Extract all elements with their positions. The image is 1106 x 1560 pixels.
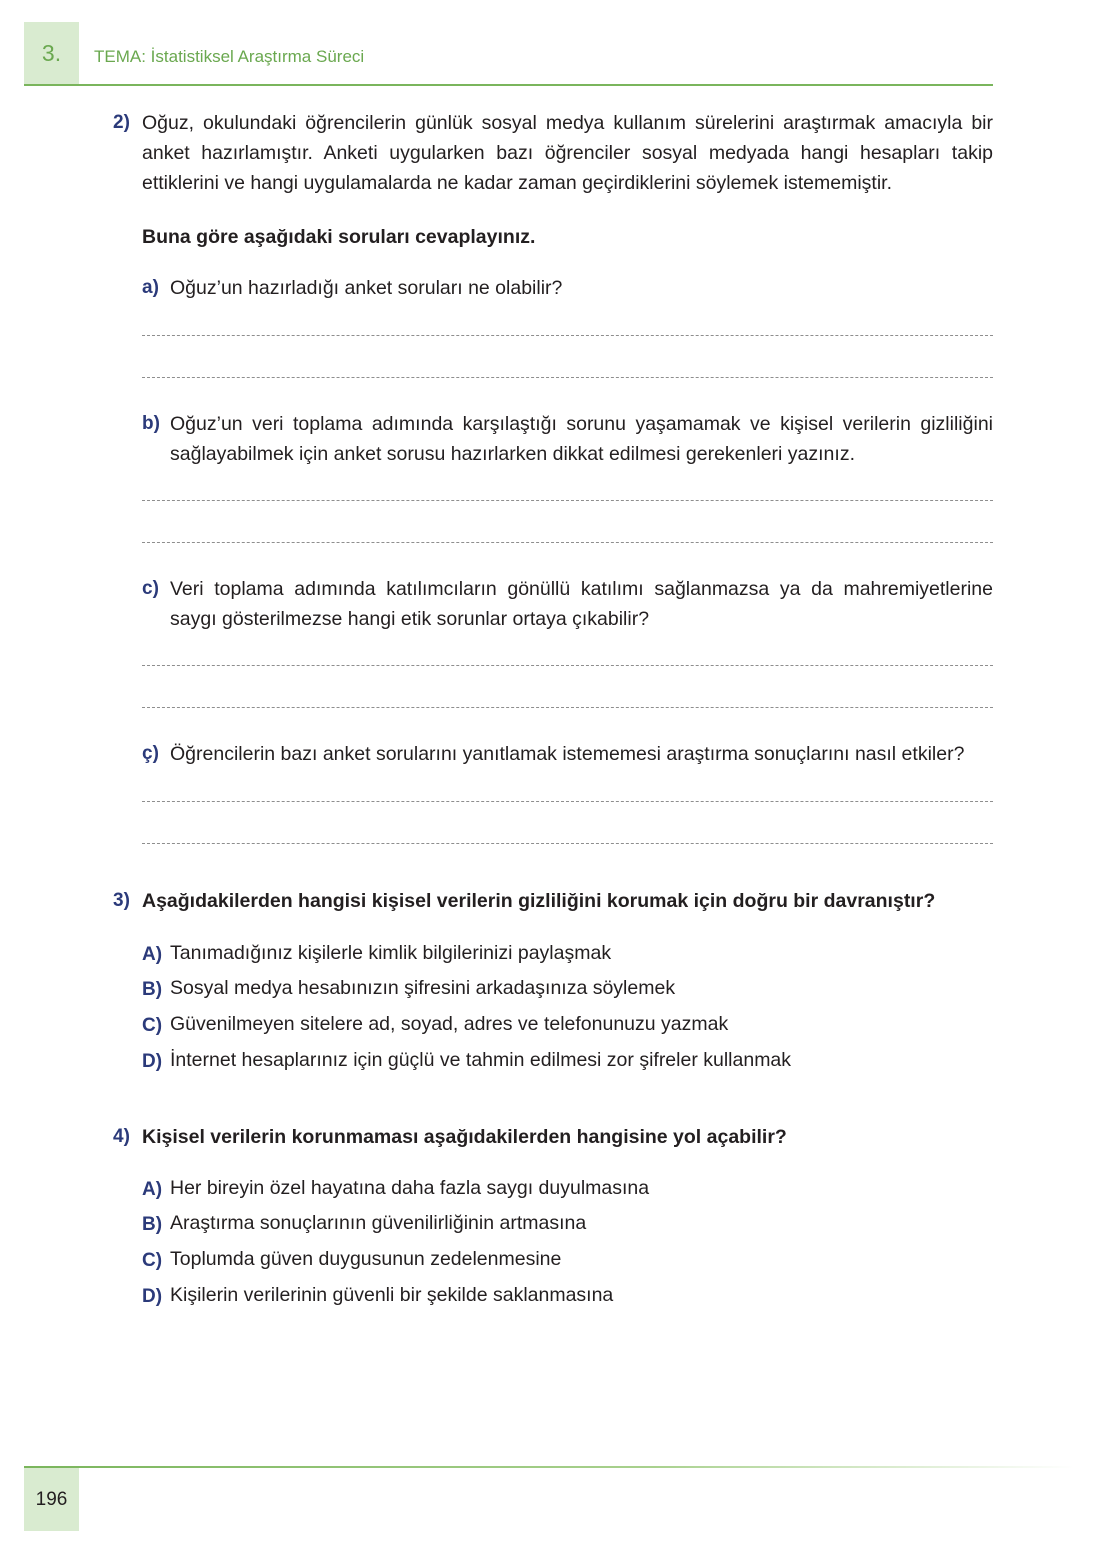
part-c-text: Veri toplama adımında katılımcıların gönüllü katılımı sağlanmazsa ya da mahremiyetlerine saygı gösterilmezse hangi etik sorunlar ortaya çıkabilir?: [170, 578, 993, 630]
q4-option-a-label[interactable]: A): [142, 1179, 163, 1200]
q3-option-c-text[interactable]: Güvenilmeyen sitelere ad, soyad, adres ve telefonunuzu yazmak: [170, 1013, 729, 1035]
question-2-number: 2): [113, 112, 130, 133]
answer-line[interactable]: [142, 335, 993, 336]
q3-option-a-label[interactable]: A): [142, 944, 163, 965]
question-4-number: 4): [113, 1126, 130, 1147]
part-b-label: b): [142, 413, 160, 434]
question-4-text: Kişisel verilerin korunmaması aşağıdakilerden hangisine yol açabilir?: [142, 1126, 787, 1148]
part-c-cedilla-text: Öğrencilerin bazı anket sorularını yanıtlamak istememesi araştırma sonuçlarını nasıl etkiler?: [170, 743, 965, 765]
theme-number-box: [24, 22, 79, 84]
q4-option-d-text[interactable]: Kişilerin verilerinin güvenli bir şekilde saklanmasına: [170, 1284, 614, 1306]
question-3-text: Aşağıdakilerden hangisi kişisel verilerin gizliliğini korumak için doğru bir davranıştır?: [142, 890, 936, 912]
part-a-label: a): [142, 277, 159, 298]
question-3-number: 3): [113, 890, 130, 911]
part-a-text: Oğuz’un hazırladığı anket soruları ne olabilir?: [170, 277, 563, 299]
part-c-cedilla-label: ç): [142, 743, 159, 764]
answer-line[interactable]: [142, 377, 993, 378]
question-2-instruction: Buna göre aşağıdaki soruları cevaplayınız.: [142, 226, 536, 248]
q3-option-b-label[interactable]: B): [142, 979, 163, 1000]
q3-option-b-text[interactable]: Sosyal medya hesabınızın şifresini arkadaşınıza söylemek: [170, 977, 676, 999]
page-number: 196: [35, 1488, 68, 1510]
q3-option-d-text[interactable]: İnternet hesaplarınız için güçlü ve tahmin edilmesi zor şifreler kullanmak: [170, 1049, 792, 1071]
answer-line[interactable]: [142, 500, 993, 501]
theme-number: 3.: [41, 39, 62, 66]
footer-divider: [24, 1466, 1074, 1468]
part-b-text: Oğuz’un veri toplama adımında karşılaştığı sorunu yaşamamak ve kişisel verilerin gizliliğini sağlayabilmek için anket sorusu hazırlarken dikkat edilmesi gerekenleri yazınız.: [170, 413, 993, 465]
answer-line[interactable]: [142, 707, 993, 708]
page-number-box: [24, 1468, 79, 1531]
q4-option-b-text[interactable]: Araştırma sonuçlarının güvenilirliğinin artmasına: [170, 1212, 587, 1234]
answer-line[interactable]: [142, 843, 993, 844]
q4-option-c-text[interactable]: Toplumda güven duygusunun zedelenmesine: [170, 1248, 562, 1270]
question-2-text: Oğuz, okulundaki öğrencilerin günlük sosyal medya kullanım sürelerini araştırmak amacıyla bir anket hazırlamıştır. Anketi uygularken bazı öğrenciler sosyal medyada hangi hesapları takip ettiklerini ve hangi uygulamalarda ne kadar zaman geçirdiklerini söylemek istememiştir.: [142, 112, 993, 194]
q3-option-d-label[interactable]: D): [142, 1051, 163, 1072]
answer-line[interactable]: [142, 542, 993, 543]
q3-option-c-label[interactable]: C): [142, 1015, 163, 1036]
q4-option-a-text[interactable]: Her bireyin özel hayatına daha fazla saygı duyulmasına: [170, 1177, 650, 1199]
part-c-label: c): [142, 578, 159, 599]
q3-option-a-text[interactable]: Tanımadığınız kişilerle kimlik bilgilerinizi paylaşmak: [170, 942, 612, 964]
answer-line[interactable]: [142, 801, 993, 802]
q4-option-c-label[interactable]: C): [142, 1250, 163, 1271]
header-divider: [24, 84, 993, 86]
q4-option-d-label[interactable]: D): [142, 1286, 163, 1307]
answer-line[interactable]: [142, 665, 993, 666]
theme-title: TEMA: İstatistiksel Araştırma Süreci: [94, 47, 365, 66]
q4-option-b-label[interactable]: B): [142, 1214, 163, 1235]
